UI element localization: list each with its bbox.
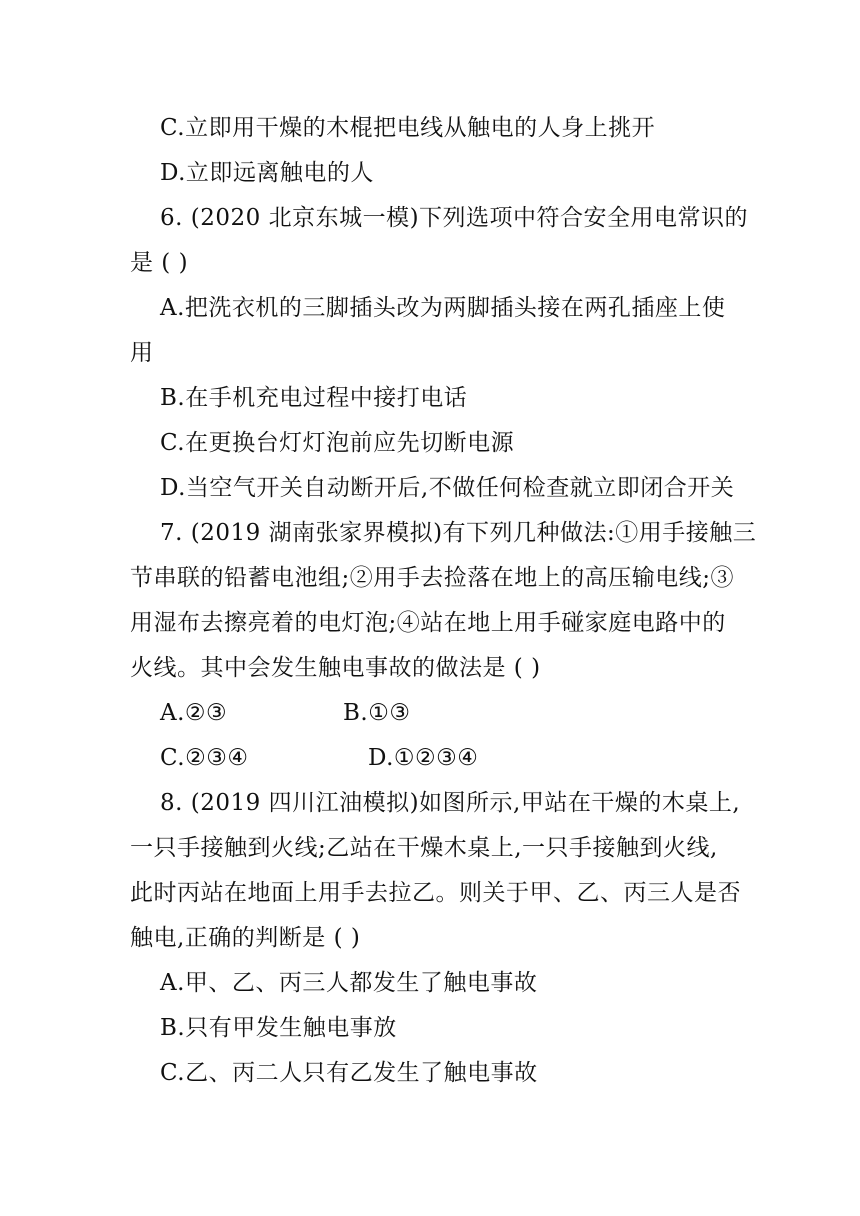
q8-option-c: C.乙、丙二人只有乙发生了触电事故 <box>160 1060 538 1086</box>
q6-option-c: C.在更换台灯灯泡前应先切断电源 <box>160 430 515 456</box>
q8-stem-line3: 此时丙站在地面上用手去拉乙。则关于甲、乙、丙三人是否 <box>130 880 741 906</box>
q8-stem-line1: 8. (2019 四川江油模拟)如图所示,甲站在干燥的木桌上, <box>160 790 741 816</box>
q6-option-b: B.在手机充电过程中接打电话 <box>160 385 468 411</box>
q6-option-a-line2: 用 <box>130 340 154 366</box>
q6-option-a-line1: A.把洗衣机的三脚插头改为两脚插头接在两孔插座上使 <box>160 295 726 321</box>
q6-option-d: D.当空气开关自动断开后,不做任何检查就立即闭合开关 <box>160 475 735 501</box>
q8-option-b: B.只有甲发生触电事放 <box>160 1015 397 1041</box>
q8-stem-line4: 触电,正确的判断是 ( ) <box>130 925 361 951</box>
q7-option-a: A.②③ <box>160 700 228 726</box>
q6-stem-line1: 6. (2020 北京东城一模)下列选项中符合安全用电常识的 <box>160 205 749 231</box>
q7-option-b: B.①③ <box>343 700 411 726</box>
q5-option-d: D.立即远离触电的人 <box>160 160 374 186</box>
q7-option-d: D.①②③④ <box>368 745 479 771</box>
q7-option-c: C.②③④ <box>160 745 249 771</box>
q5-option-c: C.立即用干燥的木棍把电线从触电的人身上挑开 <box>160 115 656 141</box>
q7-stem-line4: 火线。其中会发生触电事故的做法是 ( ) <box>130 655 541 681</box>
q8-stem-line2: 一只手接触到火线;乙站在干燥木桌上,一只手接触到火线, <box>130 835 718 861</box>
q7-stem-line2: 节串联的铅蓄电池组;②用手去捡落在地上的高压输电线;③ <box>130 565 734 591</box>
q7-stem-line1: 7. (2019 湖南张家界模拟)有下列几种做法:①用手接触三 <box>160 520 757 546</box>
q6-stem-line2: 是 ( ) <box>130 250 189 276</box>
q8-option-a: A.甲、乙、丙三人都发生了触电事故 <box>160 970 538 996</box>
q7-stem-line3: 用湿布去擦亮着的电灯泡;④站在地上用手碰家庭电路中的 <box>130 610 726 636</box>
